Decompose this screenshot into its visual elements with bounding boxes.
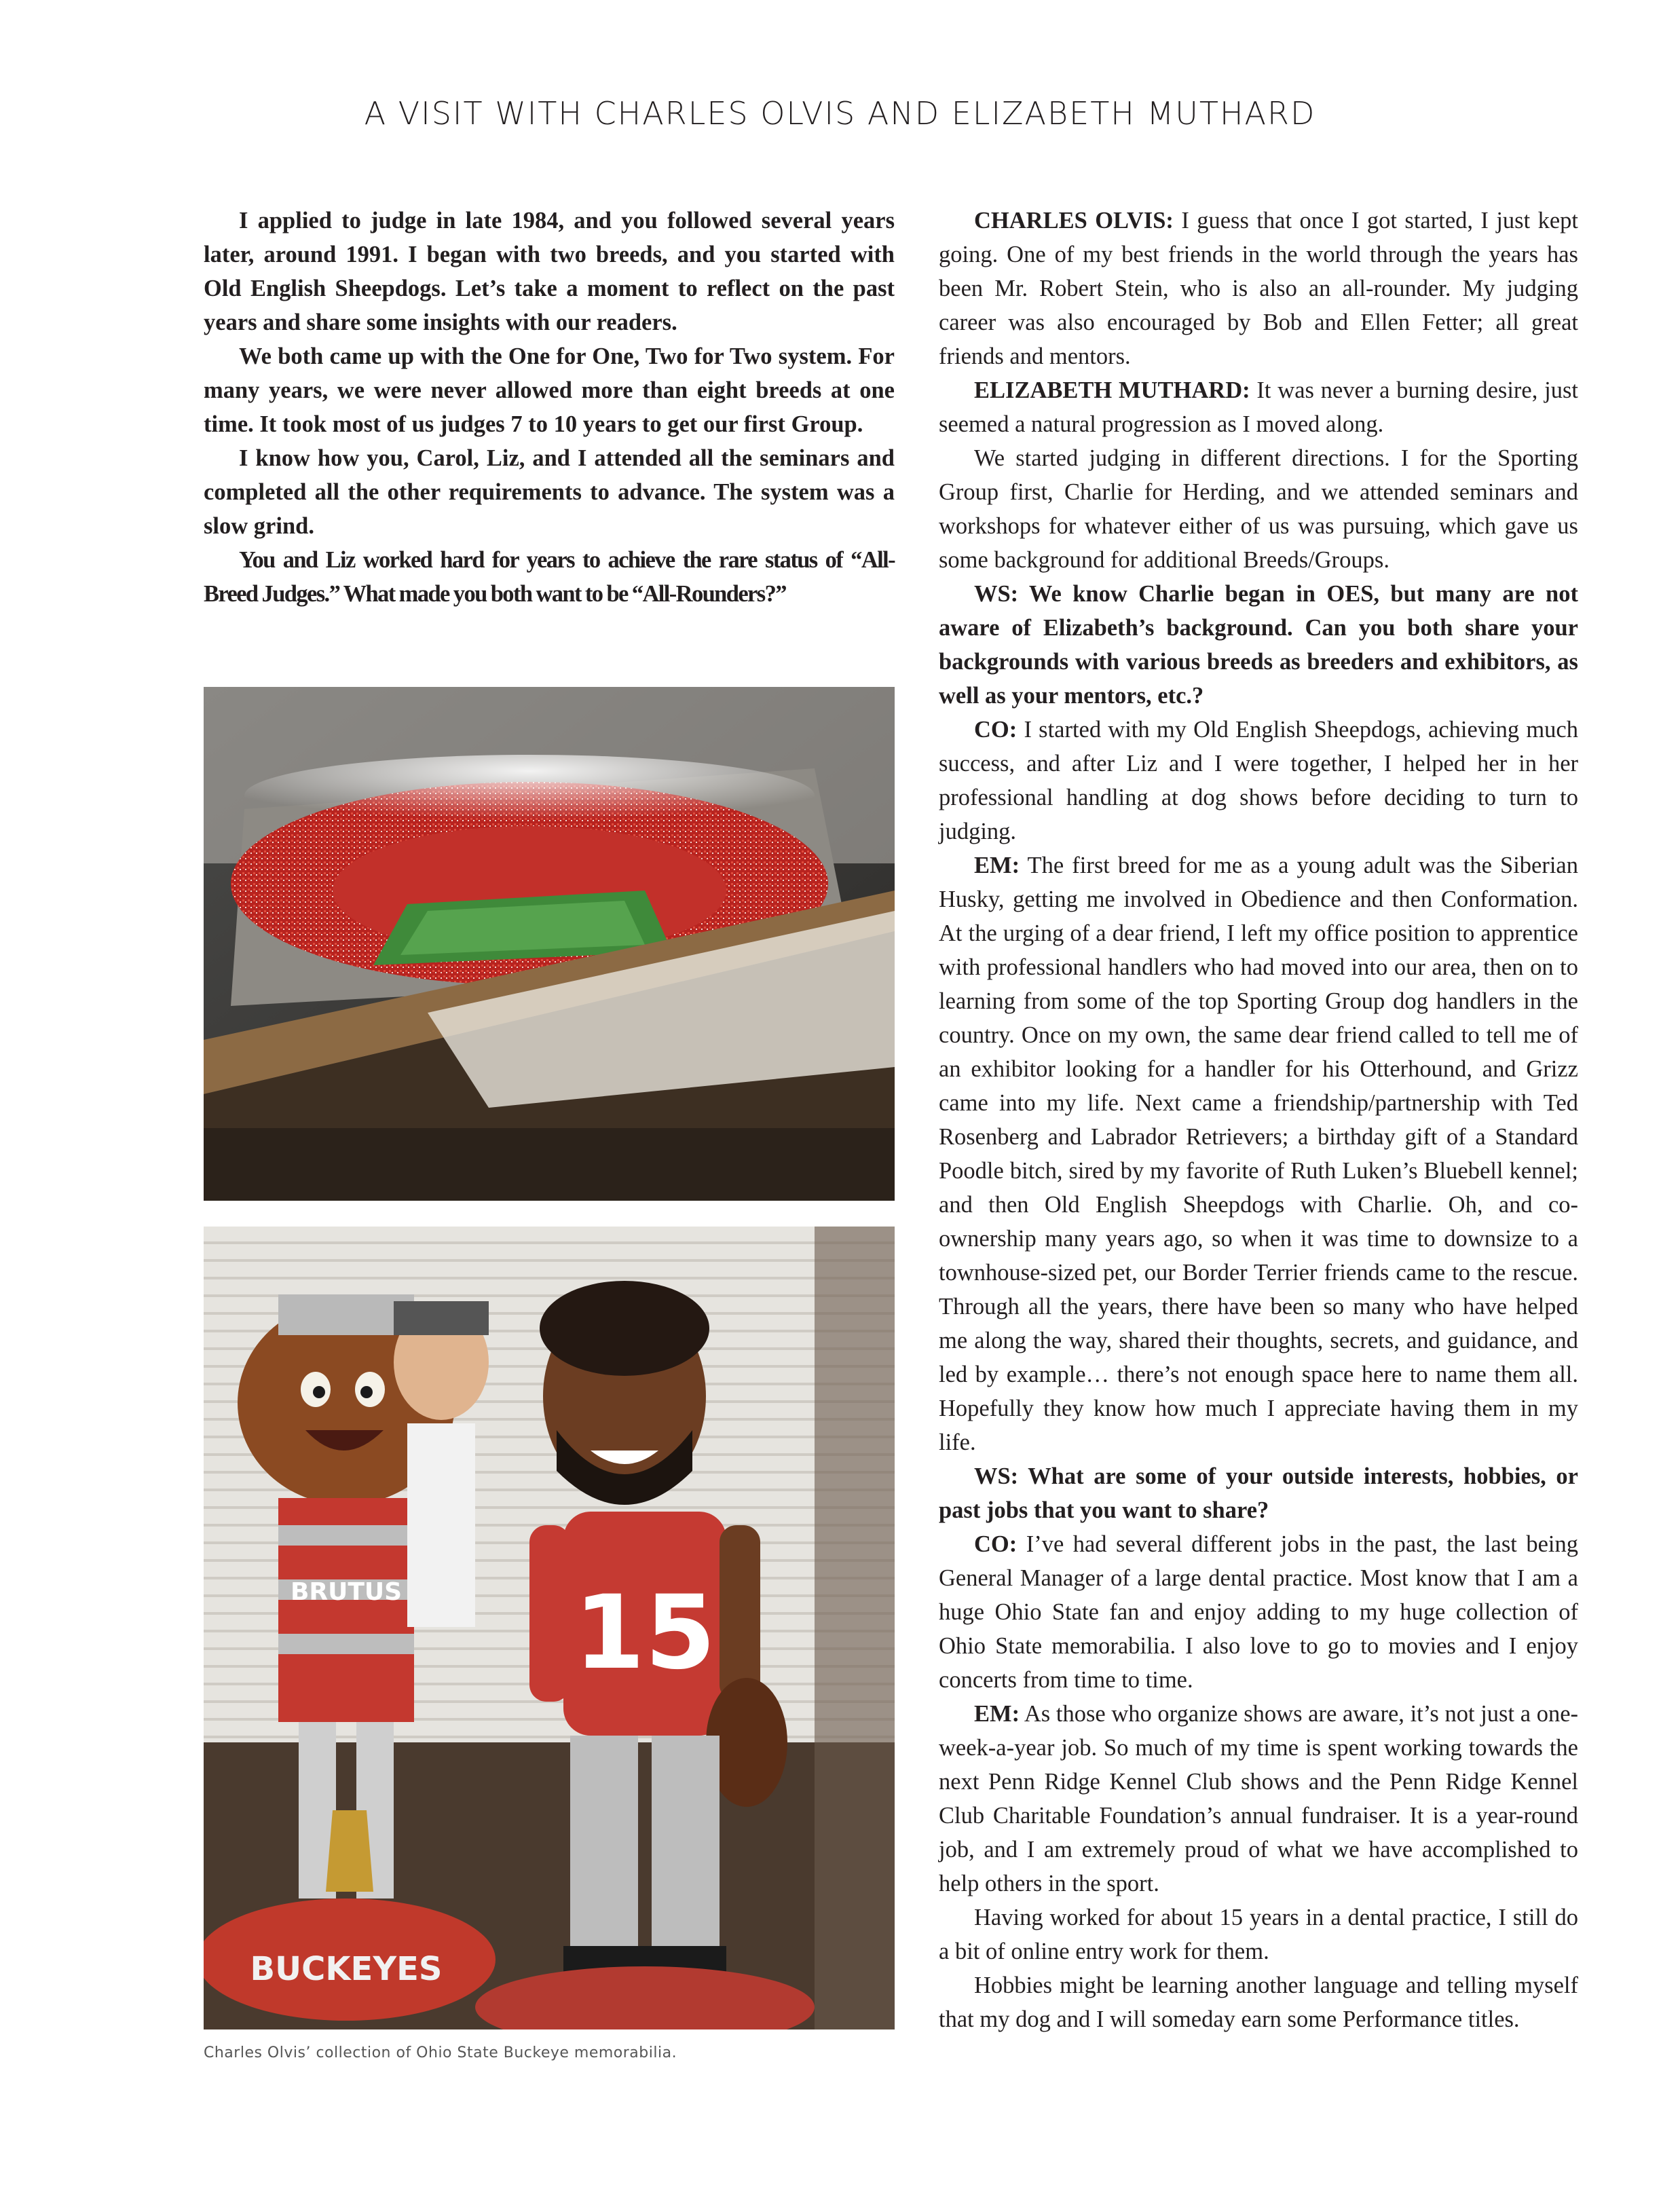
answer-paragraph: [939, 204, 1578, 373]
answer-text: The first breed for me as a young adult was the Siberian Husky, getting me involved in Obedience and then Conformation. At the urging of a dear friend, I left my office position to apprentice with professional handlers who had moved into our area, then on to learning from some of the top Sporting Group dog handlers in the country. Once on my own, the same dear friend called to tell me of an exhibitor looking for a handler for his Otterhound, and Grizz came into my life. Next came a friendship/partnership with Ted Rosenberg and Labrador Retrievers; a birthday gift of a Standard Poodle bitch, sired by my favorite of Ruth Luken’s Bluebell kennel; and then Old English Sheepdogs with Charlie. Oh, and co-ownership many years ago, so when it was time to downsize to a townhouse-sized pet, our Border Terrier friends came to the rescue. Through all the years, there have been so many who have helped me along the way, shared their thoughts, secrets, and guidance, and led by example… there’s not enough space here to name them all. Hopefully they know how much I appreciate having them in my life.: [939, 853, 1578, 1455]
interview-question-paragraph: I applied to judge in late 1984, and you followed several years later, around 1991. I began with two breeds, and you started with Old English Sheepdogs. Let’s take a moment to reflect on the past years and share some insights with our readers.: [204, 208, 895, 335]
interview-question-paragraph: You and Liz worked hard for years to achieve the rare status of “All-Breed Judges.” What made you both want to be “All-Rounders?”: [204, 547, 895, 607]
answer-paragraph: [939, 713, 1578, 848]
page-header: A VISIT WITH CHARLES OLVIS AND ELIZABETH MUTHARD: [364, 95, 1316, 132]
speaker-label: CHARLES OLVIS:: [974, 208, 1174, 233]
answer-paragraph: Hobbies might be learning another language and telling myself that my dog and I will someday earn some Performance titles.: [939, 1972, 1578, 2032]
speaker-label: CO:: [974, 717, 1018, 743]
speaker-label: CO:: [974, 1531, 1018, 1557]
photo-caption: Charles Olvis’ collection of Ohio State Buckeye memorabilia.: [204, 2044, 677, 2061]
speaker-label: EM:: [974, 853, 1020, 878]
answer-paragraph: We started judging in different directions. I for the Sporting Group first, Charlie for Herding, and we attended seminars and workshops for whatever either of us was pursuing, which gave us some background for additional Breeds/Groups.: [939, 445, 1578, 573]
answer-text: I’ve had several different jobs in the past, the last being General Manager of a large dental practice. Most know that I am a huge Ohio State fan and enjoy adding to my huge collection of Ohio State memorabilia. I also love to go to movies and I enjoy concerts from time to time.: [939, 1531, 1578, 1693]
answer-text: I started with my Old English Sheepdogs, achieving much success, and after Liz and I were together, I helped her in her professional handling at dog shows before deciding to turn to judging.: [939, 717, 1578, 844]
answer-text: I guess that once I got started, I just kept going. One of my best friends in the world through the years has been Mr. Robert Stein, who is also an all-rounder. My judging career was also encouraged by Bob and Ellen Fetter; all great friends and mentors.: [939, 208, 1578, 369]
answer-paragraph: [939, 1697, 1578, 1901]
speaker-label: ELIZABETH MUTHARD:: [974, 377, 1250, 403]
interview-question: WS: We know Charlie began in OES, but many are not aware of Elizabeth’s background. Can you both share your backgrounds with various breeds as breeders and exhibitors, as well as your mentors, etc.?: [939, 581, 1578, 709]
base-text: BUCKEYES: [250, 1950, 443, 1988]
interview-question-paragraph: We both came up with the One for One, Two for Two system. For many years, we were never allowed more than eight breeds at one time. It took most of us judges 7 to 10 years to get our first Group.: [204, 343, 895, 437]
interview-question: WS: What are some of your outside interests, hobbies, or past jobs that you want to share?: [939, 1463, 1578, 1523]
interview-question-paragraph: I know how you, Carol, Liz, and I attended all the seminars and completed all the other requirements to advance. The system was a slow grind.: [204, 445, 895, 539]
answer-paragraph: [939, 848, 1578, 1459]
left-column: [204, 204, 895, 611]
answer-paragraph: [939, 1527, 1578, 1697]
brutus-shirt-text: BRUTUS: [290, 1578, 403, 1606]
answer-paragraph: [939, 373, 1578, 441]
answer-text: It was never a burning desire, just seemed a natural progression as I moved along.: [939, 377, 1578, 437]
answer-paragraph: Having worked for about 15 years in a dental practice, I still do a bit of online entry work for them.: [939, 1905, 1578, 1964]
right-column: [939, 204, 1578, 2036]
bobblehead-collection-photo: [204, 1227, 895, 2029]
stadium-model-photo: [204, 687, 895, 1201]
jersey-number: 15: [574, 1574, 716, 1692]
speaker-label: EM:: [974, 1701, 1020, 1727]
answer-text: As those who organize shows are aware, it’s not just a one-week-a-year job. So much of my time is spent working towards the next Penn Ridge Kennel Club shows and the Penn Ridge Kennel Club Charitable Foundation’s annual fundraiser. It is a year-round job, and I am extremely proud of what we have accomplished to help others in the sport.: [939, 1701, 1578, 1896]
